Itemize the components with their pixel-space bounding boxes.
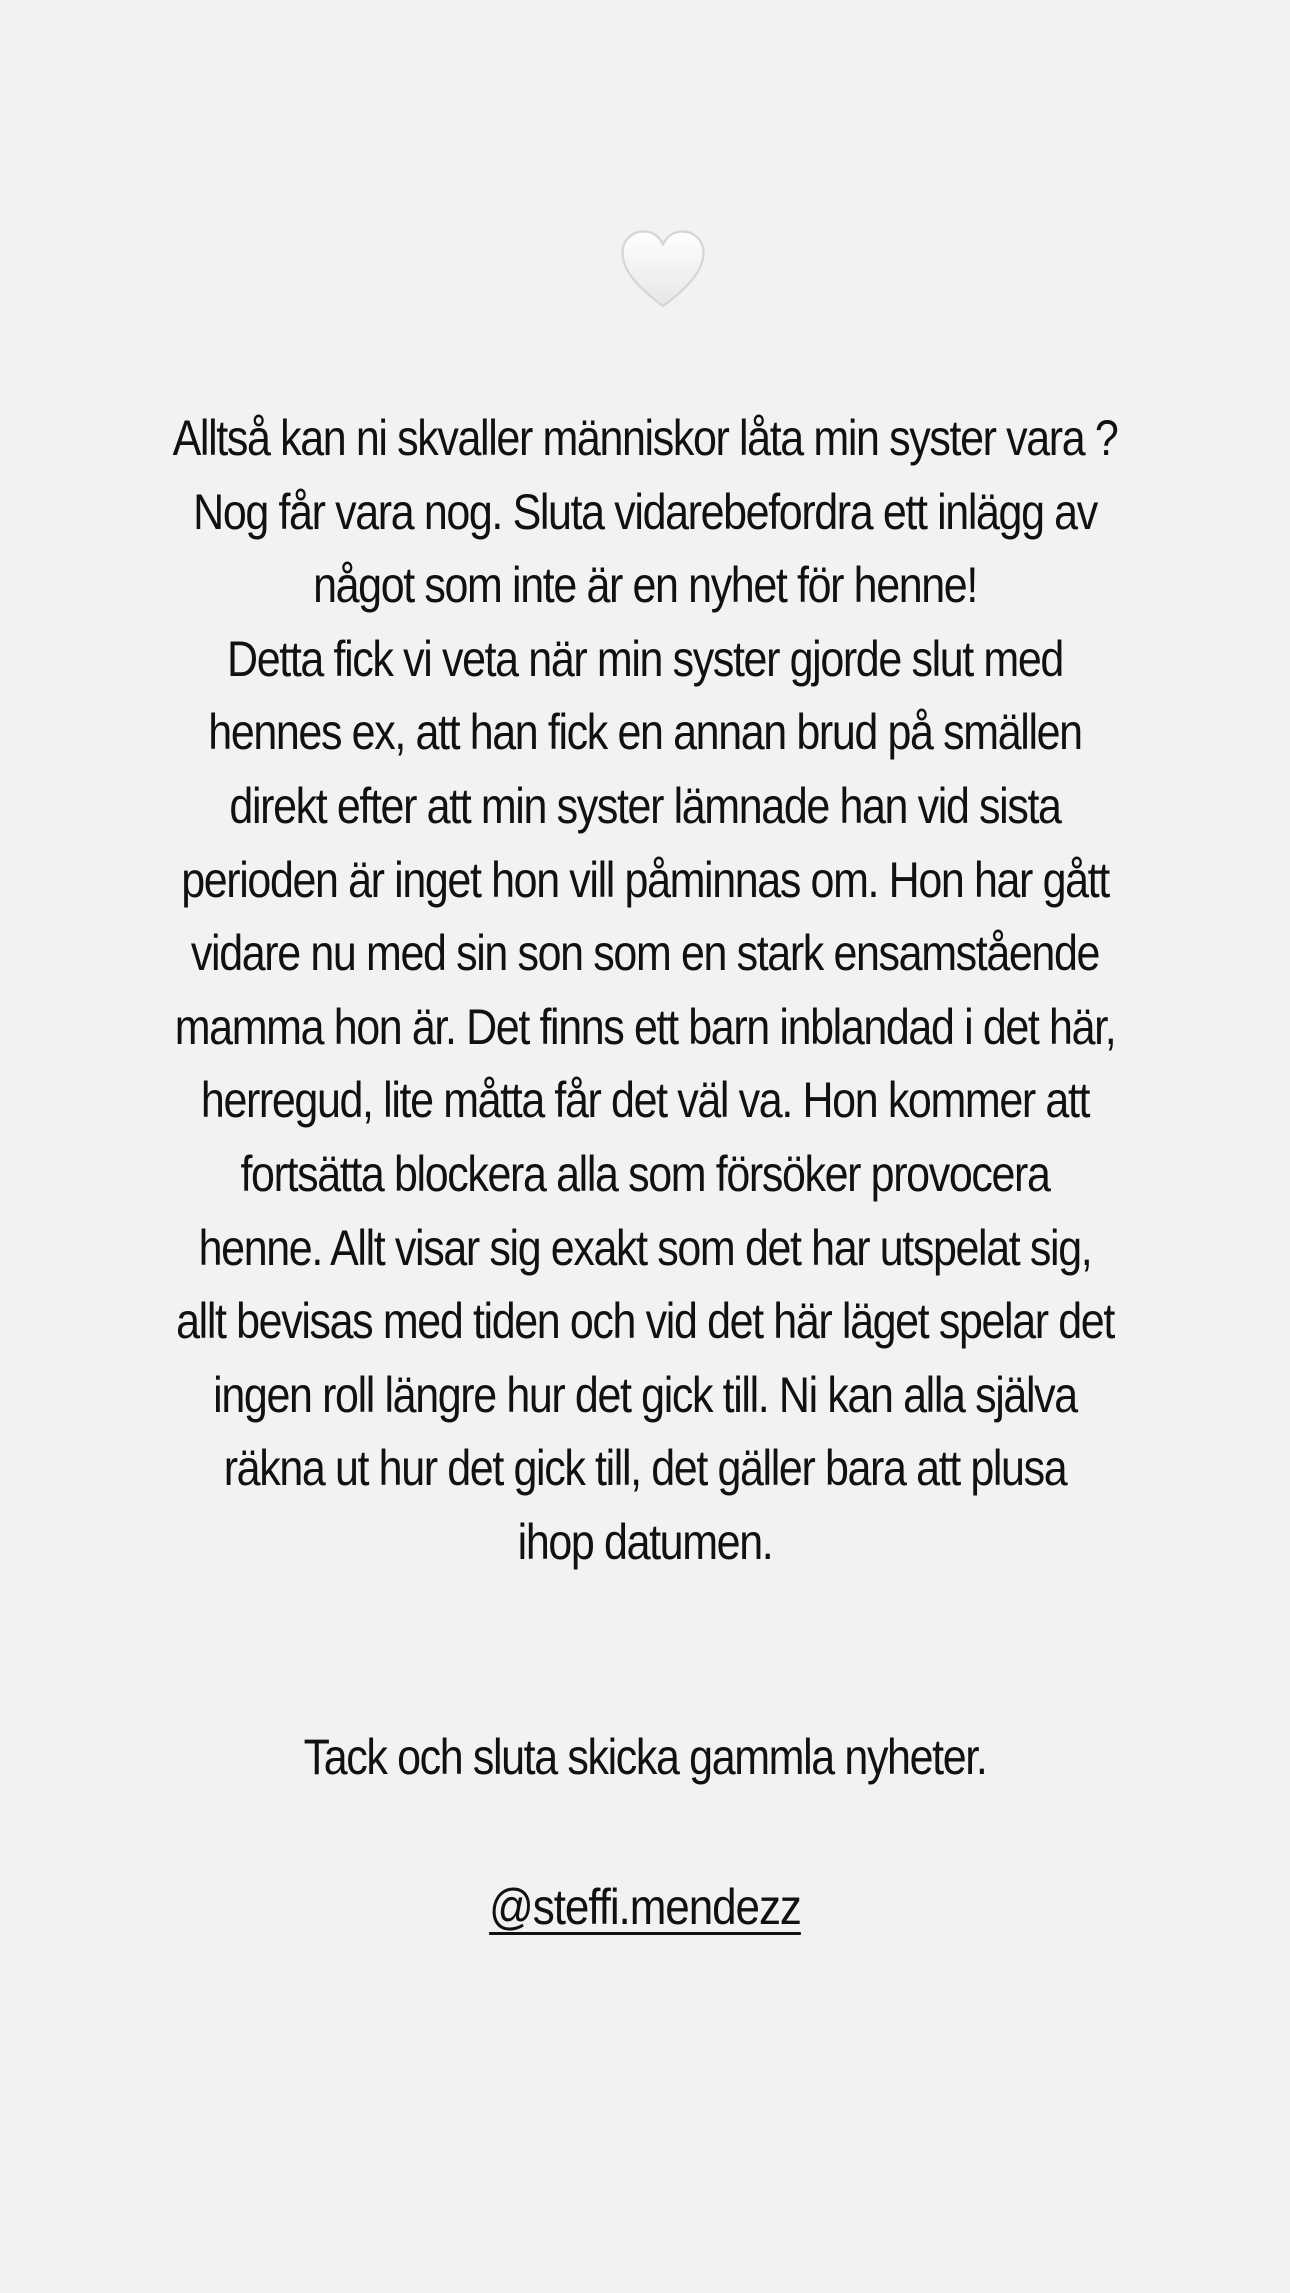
white-heart-icon <box>617 225 709 317</box>
message-line: Nog får vara nog. Sluta vidarebefordra ett inlägg av <box>193 483 1097 540</box>
mention-link[interactable]: @steffi.mendezz <box>489 1879 801 1935</box>
message-line: Alltså kan ni skvaller människor låta min syster vara ? <box>172 410 1118 466</box>
message-line: Detta fick vi veta när min syster gjorde slut med <box>227 630 1063 687</box>
message-line: ihop datumen. <box>517 1513 773 1570</box>
message-line: henne. Allt visar sig exakt som det har utspelat sig, <box>198 1219 1092 1276</box>
message-line: vidare nu med sin son som en stark ensamstående <box>190 925 1100 982</box>
message-line: fortsätta blockera alla som försöker provocera <box>240 1145 1050 1202</box>
message-line: något som inte är en nyhet för henne! <box>313 557 977 614</box>
story-message <box>151 402 1140 1580</box>
message-line: räkna ut hur det gick till, det gäller bara att plusa <box>223 1440 1067 1497</box>
closing-text: Tack och sluta skicka gammla nyheter. <box>303 1729 987 1785</box>
white-heart-icon-graphic <box>617 225 709 317</box>
message-line: ingen roll längre hur det gick till. Ni kan alla själva <box>213 1366 1077 1423</box>
message-line: hennes ex, att han fick en annan brud på smällen <box>208 704 1082 761</box>
message-line: direkt efter att min syster lämnade han vid sista <box>229 777 1061 834</box>
message-line: herregud, lite måtta får det väl va. Hon kommer att <box>200 1072 1090 1129</box>
message-line: perioden är inget hon vill påminnas om. Hon har gått <box>181 851 1109 908</box>
mention-sticker[interactable] <box>139 1872 1151 1942</box>
message-line: mamma hon är. Det finns ett barn inblandad i det här, <box>174 998 1116 1055</box>
message-line: allt bevisas med tiden och vid det här läget spelar det <box>176 1293 1114 1350</box>
